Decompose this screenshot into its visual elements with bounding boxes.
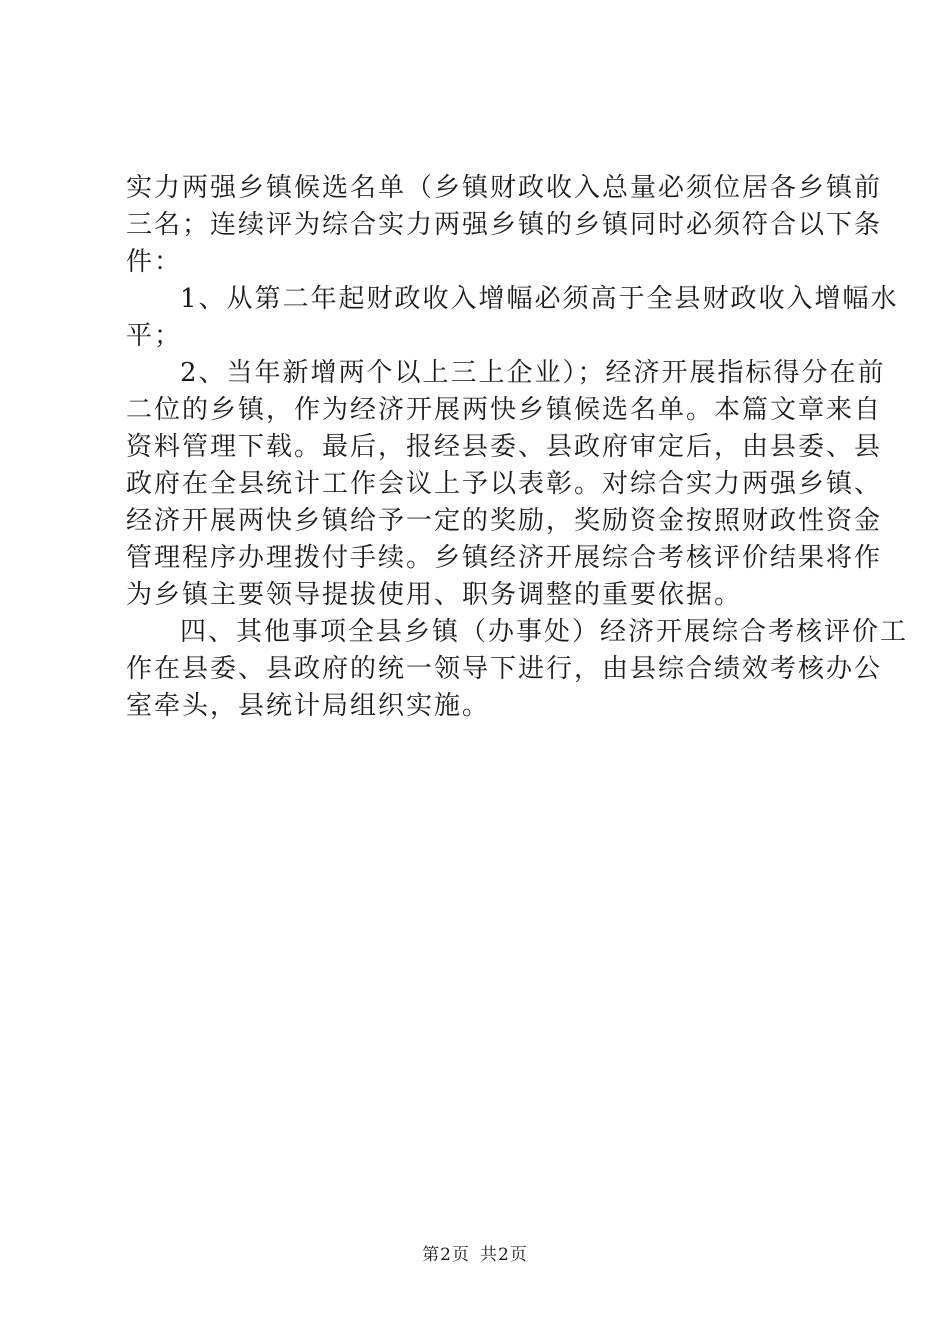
text-line: 1、从第二年起财政收入增幅必须高于全县财政收入增幅水 [180, 284, 899, 314]
page-total: 共2页 [480, 1245, 528, 1265]
text-line: 件： [126, 247, 183, 277]
text-line: 平； [126, 321, 183, 351]
text-line: 资料管理下载。最后，报经县委、县政府审定后，由县委、县 [126, 432, 883, 462]
text-line: 实力两强乡镇候选名单（乡镇财政收入总量必须位居各乡镇前 [126, 173, 883, 203]
text-line: 三名；连续评为综合实力两强乡镇的乡镇同时必须符合以下条 [126, 210, 883, 240]
body-text [126, 170, 909, 725]
text-line: 作在县委、县政府的统一领导下进行，由县综合绩效考核办公 [126, 654, 883, 684]
text-line: 为乡镇主要领导提拔使用、职务调整的重要依据。 [126, 580, 743, 610]
text-line: 二位的乡镇，作为经济开展两快乡镇候选名单。本篇文章来自 [126, 395, 883, 425]
page-number: 第2页 [422, 1245, 470, 1265]
text-line: 经济开展两快乡镇给予一定的奖励，奖励资金按照财政性资金 [126, 506, 883, 536]
text-line: 管理程序办理拨付手续。乡镇经济开展综合考核评价结果将作 [126, 543, 883, 573]
text-line: 政府在全县统计工作会议上予以表彰。对综合实力两强乡镇、 [126, 469, 883, 499]
text-line: 四、其他事项全县乡镇（办事处）经济开展综合考核评价工 [180, 617, 909, 647]
page-footer [0, 1240, 950, 1265]
text-line: 2、当年新增两个以上三上企业）；经济开展指标得分在前 [180, 358, 886, 388]
text-line: 室牵头，县统计局组织实施。 [126, 691, 491, 721]
